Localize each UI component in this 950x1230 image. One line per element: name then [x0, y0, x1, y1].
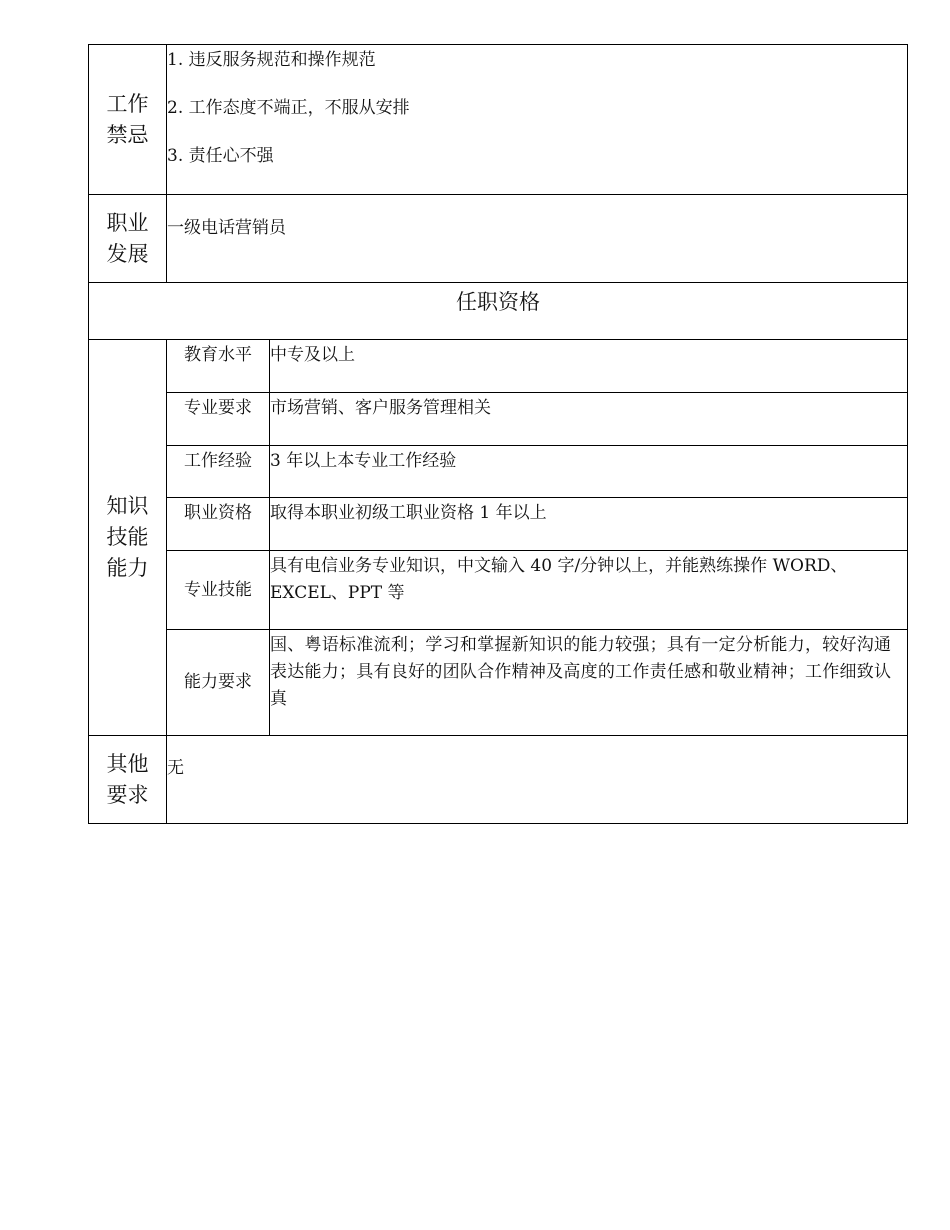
taboo-item: 3. 责任心不强: [167, 146, 274, 166]
taboos-row: [89, 45, 908, 195]
knowledge-item-name: 工作经验: [167, 446, 270, 498]
knowledge-row: [89, 446, 908, 498]
career-value: 一级电话营销员: [167, 218, 286, 238]
other-content: [167, 736, 908, 824]
knowledge-item-name: 职业资格: [167, 498, 270, 551]
knowledge-item-value: 市场营销、客户服务管理相关: [270, 393, 908, 446]
knowledge-row: [89, 498, 908, 551]
taboos-label-line-2: 禁忌: [106, 122, 149, 147]
taboo-item: 2. 工作态度不端正，不服从安排: [167, 98, 410, 118]
knowledge-item-name: 能力要求: [167, 630, 270, 736]
taboos-label: [89, 45, 167, 195]
knowledge-item-value: 3 年以上本专业工作经验: [270, 446, 908, 498]
career-label: [89, 195, 167, 283]
taboos-label-line-1: 工作: [106, 91, 149, 116]
knowledge-row: [89, 551, 908, 630]
other-label: [89, 736, 167, 824]
career-content: [167, 195, 908, 283]
knowledge-label: [89, 340, 167, 736]
knowledge-label-line-1: 知识: [106, 494, 149, 518]
qualifications-title-row: [89, 283, 908, 340]
taboo-item: 1. 违反服务规范和操作规范: [167, 50, 376, 70]
knowledge-item-name: 教育水平: [167, 340, 270, 393]
knowledge-item-name: 专业技能: [167, 551, 270, 630]
other-label-line-1: 其他: [106, 751, 149, 776]
knowledge-item-value: 具有电信业务专业知识，中文输入 40 字/分钟以上，并能熟练操作 WORD、EXCEL、PPT 等: [270, 551, 908, 630]
knowledge-row: [89, 630, 908, 736]
knowledge-label-line-3: 能力: [106, 556, 149, 580]
knowledge-row: [89, 393, 908, 446]
job-description-table: [88, 44, 908, 824]
knowledge-item-name: 专业要求: [167, 393, 270, 446]
knowledge-item-value: 国、粤语标准流利；学习和掌握新知识的能力较强；具有一定分析能力，较好沟通表达能力；具有良好的团队合作精神及高度的工作责任感和敬业精神；工作细致认真: [270, 630, 908, 736]
taboos-content: [167, 45, 908, 195]
knowledge-label-line-2: 技能: [106, 525, 149, 549]
qualifications-title: 任职资格: [89, 283, 908, 340]
knowledge-item-value: 取得本职业初级工职业资格 1 年以上: [270, 498, 908, 551]
other-row: [89, 736, 908, 824]
knowledge-row: [89, 340, 908, 393]
other-label-line-2: 要求: [106, 782, 149, 807]
knowledge-item-value: 中专及以上: [270, 340, 908, 393]
career-label-line-1: 职业: [106, 210, 149, 235]
career-row: [89, 195, 908, 283]
career-label-line-2: 发展: [106, 241, 149, 266]
other-value: 无: [167, 758, 184, 778]
